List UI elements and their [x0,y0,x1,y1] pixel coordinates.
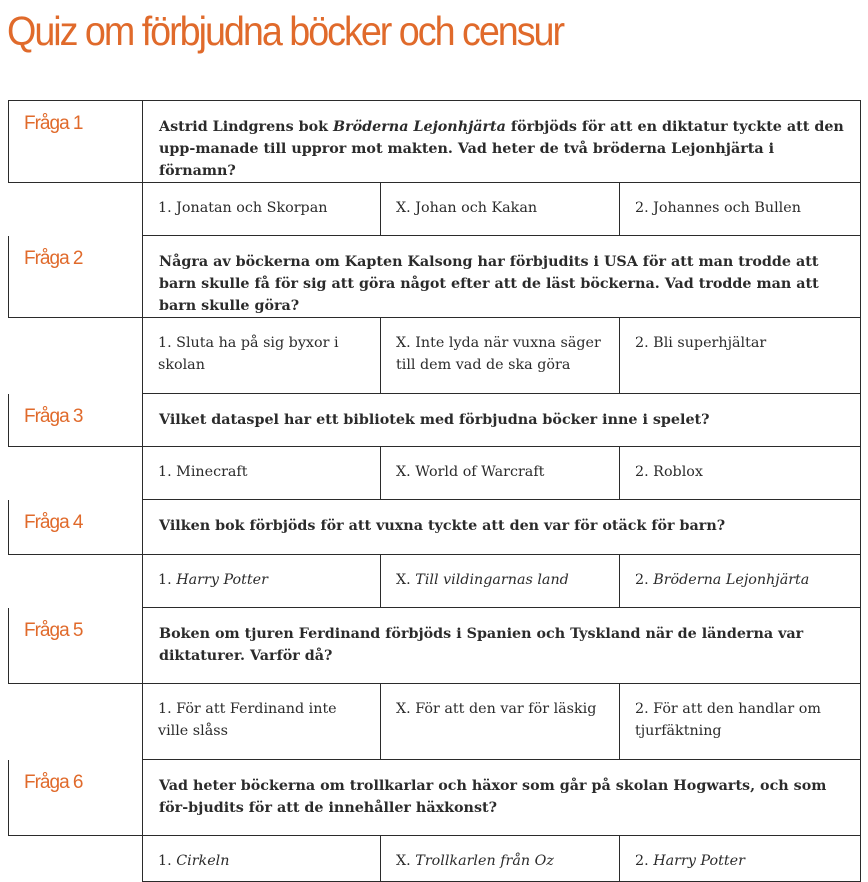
option-1[interactable]: 1. Minecraft [143,447,381,500]
question-label: Fråga 5 [9,608,143,684]
question-label: Fråga 3 [9,394,143,447]
question-text: Vad heter böckerna om trollkarlar och häxor som går på skolan Hogwarts, och som för-bjudits för att de innehåller häxkonst? [143,760,861,836]
question-row [9,500,861,555]
question-row [9,760,861,836]
question-row [9,236,861,318]
spacer-cell [9,183,143,236]
spacer-cell [9,684,143,760]
option-2[interactable]: 2. Bli superhjältar [620,318,861,394]
spacer-cell [9,318,143,394]
option-1[interactable]: 1. Sluta ha på sig byxor i skolan [143,318,381,394]
page-title: Quiz om förbjudna böcker och censur [7,8,564,54]
question-label: Fråga 1 [9,101,143,183]
options-row [9,183,861,236]
option-1[interactable]: 1. Cirkeln [143,836,381,882]
option-2[interactable]: 2. Johannes och Bullen [620,183,861,236]
option-1[interactable]: 1. Jonatan och Skorpan [143,183,381,236]
question-text: Boken om tjuren Ferdinand förbjöds i Spanien och Tyskland när de länderna var diktaturer. Varför då? [143,608,861,684]
quiz-table [8,100,861,882]
option-2[interactable]: 2. För att den handlar om tjurfäktning [620,684,861,760]
spacer-cell [9,555,143,608]
options-row [9,318,861,394]
question-label: Fråga 2 [9,236,143,318]
question-row [9,394,861,447]
option-1[interactable]: 1. Harry Potter [143,555,381,608]
spacer-cell [9,836,143,882]
question-text: Astrid Lindgrens bok Bröderna Lejonhjärta förbjöds för att en diktatur tyckte att den upp-manade till uppror mot makten. Vad heter de två bröderna Lejonhjärta i förnamn? [143,101,861,183]
option-2[interactable]: 2. Bröderna Lejonhjärta [620,555,861,608]
option-x[interactable]: X. Johan och Kakan [381,183,620,236]
question-label: Fråga 4 [9,500,143,555]
option-1[interactable]: 1. För att Ferdinand inte ville slåss [143,684,381,760]
spacer-cell [9,447,143,500]
option-2[interactable]: 2. Roblox [620,447,861,500]
question-text: Några av böckerna om Kapten Kalsong har förbjudits i USA för att man trodde att barn skulle få för sig att göra något efter att de läst böckerna. Vad trodde man att barn skulle göra? [143,236,861,318]
question-text: Vilken bok förbjöds för att vuxna tyckte att den var för otäck för barn? [143,500,861,555]
option-x[interactable]: X. Till vildingarnas land [381,555,620,608]
options-row [9,836,861,882]
option-x[interactable]: X. För att den var för läskig [381,684,620,760]
option-2[interactable]: 2. Harry Potter [620,836,861,882]
option-x[interactable]: X. World of Warcraft [381,447,620,500]
options-row [9,684,861,760]
option-x[interactable]: X. Trollkarlen från Oz [381,836,620,882]
question-row [9,101,861,183]
options-row [9,447,861,500]
question-label: Fråga 6 [9,760,143,836]
question-text: Vilket dataspel har ett bibliotek med förbjudna böcker inne i spelet? [143,394,861,447]
options-row [9,555,861,608]
option-x[interactable]: X. Inte lyda när vuxna säger till dem vad de ska göra [381,318,620,394]
question-row [9,608,861,684]
